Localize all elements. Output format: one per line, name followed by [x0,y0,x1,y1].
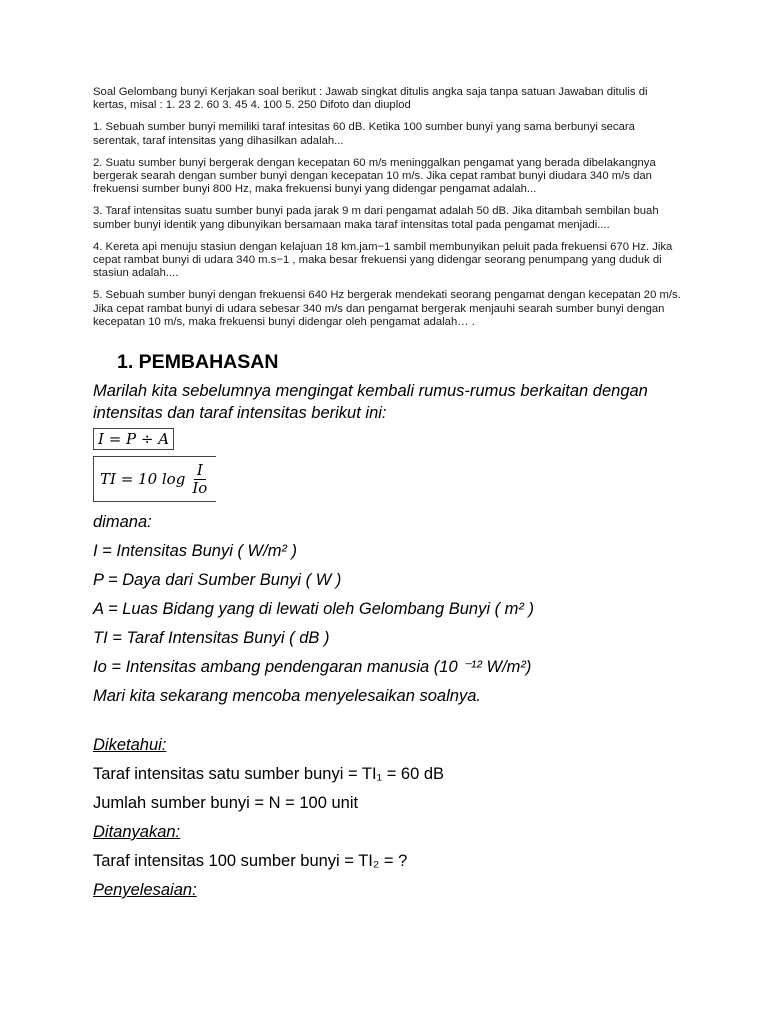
ditanyakan-label: Ditanyakan: [93,823,181,842]
lead-text: Marilah kita sebelumnya mengingat kembali rumus-rumus berkaitan dengan intensitas dan taraf intensitas berikut ini: [93,382,648,423]
given-ti1: Taraf intensitas satu sumber bunyi = TI₁ = 60 dB [93,765,445,784]
intro-text: Soal Gelombang bunyi Kerjakan soal berikut : Jawab singkat ditulis angka saja tanpa satuan Jawaban ditulis di kertas, misal : 1. 23 2. 60 3. 45 4. 100 5. 250 Difoto dan diuplod [93,86,648,112]
document-page [93,86,683,909]
definition-power: P = Daya dari Sumber Bunyi ( W ) [93,571,342,590]
diketahui-label: Diketahui: [93,736,167,755]
given-n: Jumlah sumber bunyi = N = 100 unit [93,794,359,813]
question-3: 3. Taraf intensitas suatu sumber bunyi pada jarak 9 m dari pengamat adalah 50 dB. Jika ditambah sembilan buah sumber bunyi identik yang dibunyikan bersamaan maka taraf intensitas total pada pengamat menjadi.... [93,205,659,231]
dimana-label: dimana: [93,513,152,532]
question-2: 2. Suatu sumber bunyi bergerak dengan kecepatan 60 m/s meninggalkan pengamat yang berada dibelakangnya bergerak searah dengan sumber bunyi dengan kecepatan 10 m/s. Jika cepat rambat bunyi diudara 340 m/s dan frekuensi sumber bunyi 800 Hz, maka frekuensi bunyi yang didengar pengamat adalah... [93,156,656,196]
question-1: 1. Sebuah sumber bunyi memiliki taraf intesitas 60 dB. Ketika 100 sumber bunyi yang sama berbunyi secara serentak, taraf intensitas yang dihasilkan adalah... [93,121,635,147]
formula2-fraction [189,462,210,497]
closing-text: Mari kita sekarang mencoba menyelesaikan soalnya. [93,687,481,706]
formula2-denominator: Io [192,478,208,497]
definition-area: A = Luas Bidang yang di lewati oleh Gelombang Bunyi ( m² ) [93,600,535,619]
penyelesaian-label: Penyelesaian: [93,881,197,900]
question-4: 4. Kereta api menuju stasiun dengan kelajuan 18 km.jam−1 sambil membunyikan peluit pada frekuensi 670 Hz. Jika cepat rambat bunyi di udara 340 m.s−1 , maka besar frekuensi yang didengar seorang penumpang yang duduk di stasiun adalah.... [93,240,673,280]
question-5: 5. Sebuah sumber bunyi dengan frekuensi 640 Hz bergerak mendekati seorang pengamat dengan kecepatan 20 m/s. Jika cepat rambat bunyi di udara sebesar 340 m/s dan pengamat bergerak menjauhi searah sumber bunyi dengan kecepatan 10 m/s, maka frekuensi bunyi didengar oleh pengamat adalah… . [93,289,681,328]
definition-ti: TI = Taraf Intensitas Bunyi ( dB ) [93,629,330,648]
formula2-lhs: TI = 10 log [100,470,186,489]
formula-taraf-intensitas [93,450,683,502]
asked-ti2: Taraf intensitas 100 sumber bunyi = TI₂ = ? [93,852,408,871]
definition-io: Io = Intensitas ambang pendengaran manusia (10 ⁻¹² W/m²) [93,658,532,677]
definition-intensity: I = Intensitas Bunyi ( W/m² ) [93,542,298,561]
formula-intensity [93,428,683,450]
section-heading: 1. PEMBAHASAN [117,351,279,374]
formula-intensity-text: I = P ÷ A [93,428,174,450]
formula2-numerator: I [194,462,206,480]
